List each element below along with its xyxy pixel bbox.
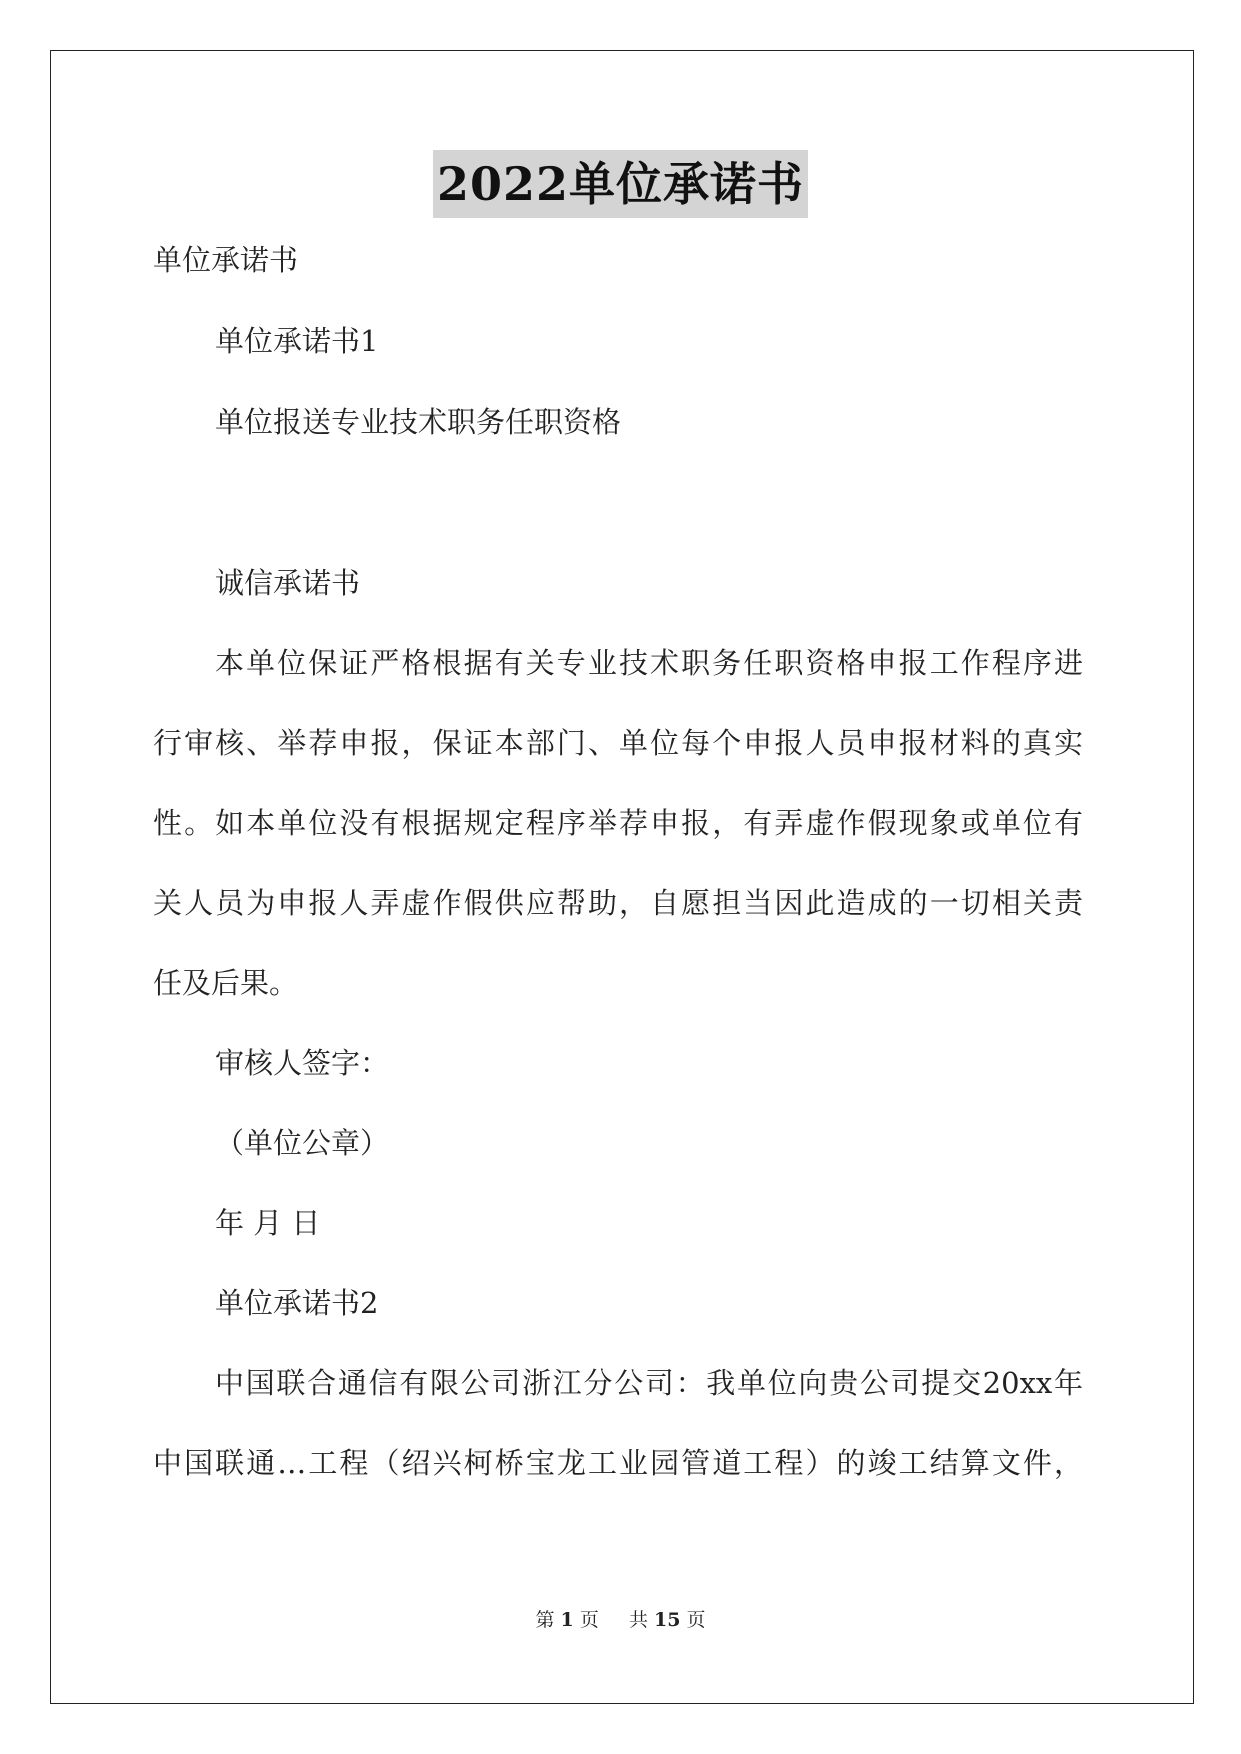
signature-label: 审核人签字：: [215, 1046, 390, 1080]
page-prefix: 第: [535, 1609, 555, 1631]
title-block: [0, 150, 1241, 218]
total-prefix: 共: [628, 1609, 648, 1631]
document-title: 2022单位承诺书: [433, 150, 808, 218]
paragraph-line: 任及后果。: [153, 966, 299, 1000]
paragraph-line: 性。如本单位没有根据规定程序举荐申报，有弄虚作假现象或单位有: [153, 806, 1083, 840]
date-label: 年 月 日: [215, 1206, 321, 1240]
subsection-heading-2: 单位承诺书2: [215, 1286, 379, 1320]
paragraph-line: 单位报送专业技术职务任职资格: [215, 405, 622, 439]
paragraph-line: 关人员为申报人弄虚作假供应帮助，自愿担当因此造成的一切相关责: [153, 886, 1083, 920]
section-heading: 单位承诺书: [153, 243, 299, 277]
paragraph-line: 诚信承诺书: [215, 566, 361, 600]
page-number: 1: [560, 1609, 574, 1631]
page-suffix: 页: [579, 1609, 599, 1631]
total-pages: 15: [654, 1609, 681, 1631]
subsection-heading-1: 单位承诺书1: [215, 324, 379, 358]
paragraph-line: 中国联通…工程（绍兴柯桥宝龙工业园管道工程）的竣工结算文件，: [153, 1446, 1083, 1480]
total-suffix: 页: [686, 1609, 706, 1631]
paragraph-line: 中国联合通信有限公司浙江分公司：我单位向贵公司提交20xx年: [215, 1366, 1083, 1400]
page-footer: [0, 1605, 1241, 1632]
seal-label: （单位公章）: [215, 1126, 390, 1160]
paragraph-line: 本单位保证严格根据有关专业技术职务任职资格申报工作程序进: [215, 646, 1083, 680]
paragraph-line: 行审核、举荐申报，保证本部门、单位每个申报人员申报材料的真实: [153, 726, 1083, 760]
